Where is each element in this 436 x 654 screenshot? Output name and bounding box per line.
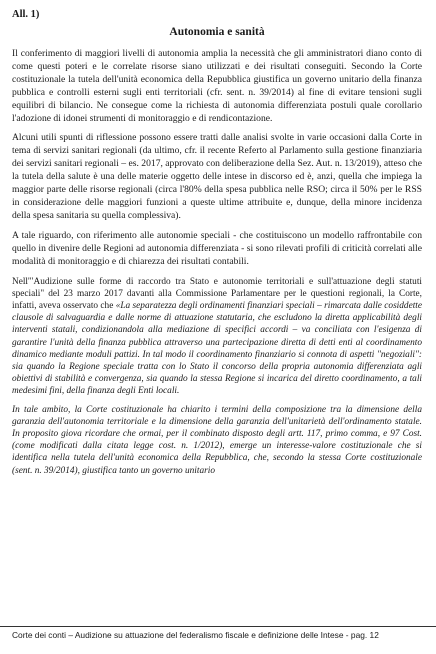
section-title: Autonomia e sanità bbox=[169, 26, 265, 38]
page-footer: Corte dei conti – Audizione su attuazione del federalismo fiscale e definizione delle Intese - pag. 12 bbox=[0, 626, 436, 641]
annex-label: All. 1) bbox=[12, 9, 40, 20]
quote-paragraph bbox=[12, 276, 422, 398]
paragraph-1: Il conferimento di maggiori livelli di autonomia amplia la necessità che gli amministratori diano conto di come questi poteri e le correlate risorse siano utilizzati e dei risultati conseguiti. Secondo la Corte costituzionale la tutela dell'unità economica della Repubblica giustifica un governo unitario della finanza pubblica e controlli esterni sugli enti territoriali (cfr. sent. n. 39/2014) al fine di evitare tensioni sugli equilibri di bilancio. Ne consegue come la richiesta di autonomia differenziata postuli quale corollario l'adozione di idonei strumenti di monitoraggio e di rendicontazione. bbox=[12, 48, 422, 124]
paragraph-2: Alcuni utili spunti di riflessione possono essere tratti dalle analisi svolte in varie occasioni dalla Corte in tema di servizi sanitari regionali (da ultimo, cfr. il recente Referto al Parlamento sulla gestione finanziaria dei servizi sanitari regionali – es. 2017, approvato con deliberazione della Sez. Aut. n. 13/2019), atteso che la tutela della salute è una delle materie oggetto delle intese in discorso ed è, anzi, quella che impiega la maggior parte delle risorse regionali (circa l'80% della spesa pubblica nelle RSO; circa il 50% per le RSS in considerazione delle maggiori funzioni a queste ultime attribuite e, dunque, della minore incidenza della spesa sanitaria su quella complessiva). bbox=[12, 132, 422, 221]
paragraph-3: A tale riguardo, con riferimento alle autonomie speciali - che costituiscono un modello raffrontabile con quello in divenire delle Regioni ad autonomia differenziata - si sono rilevati profili di criticità correlati alle modalità di monitoraggio e di chiarezza dei risultati contabili. bbox=[12, 229, 422, 267]
quote-paragraph-2: In tale ambito, la Corte costituzionale ha chiarito i termini della composizione tra la dimensione della garanzia dell'autonomia territoriale e la dimensione della garanzia dell'unitarietà dell'ordinamento statale. In proposito giova ricordare che ormai, per il combinato disposto degli artt. 117, primo comma, e 97 Cost. (come modificati dalla citata legge cost. n. 1/2012), emerge un interesse-valore costituzionale che si identifica nella tutela dell'unità economica della Repubblica, che, secondo la stessa Corte costituzionale (sent. n. 39/2014), giustifica tanto un governo unitario bbox=[12, 404, 422, 476]
quote-intro: Nell'"Audizione sulle forme di raccordo tra Stato e autonomie territoriali e sull'attuazione degli statuti speciali" del 23 marzo 2017 davanti alla Commissione Parlamentare per le questioni regionali, la Corte, infatti, aveva osservato che bbox=[12, 276, 422, 311]
quote-text: «La separatezza degli ordinamenti finanziari speciali – rimarcata dalle cosiddette clausole di salvaguardia e dalle norme di attuazione statutaria, che escludono la diretta applicabilità degli interventi statali, condizionandola alla mediazione di specifici accordi – va conciliata con l'esigenza di garantire l'unità della finanza pubblica attraverso una partecipazione diretta di detti enti al coordinamento dinamico mediante moduli pattizi. In tal modo il coordinamento finanziario si connota di aspetti "negoziali": sia quando la Regione speciale tratta con lo Stato il concorso della propria autonomia differenziata agli obiettivi di stabilità e convergenza, sia quando la stessa Regione si incarica del diretto coordinamento, a tali medesimi fini, della finanza degli Enti locali. bbox=[12, 300, 422, 397]
